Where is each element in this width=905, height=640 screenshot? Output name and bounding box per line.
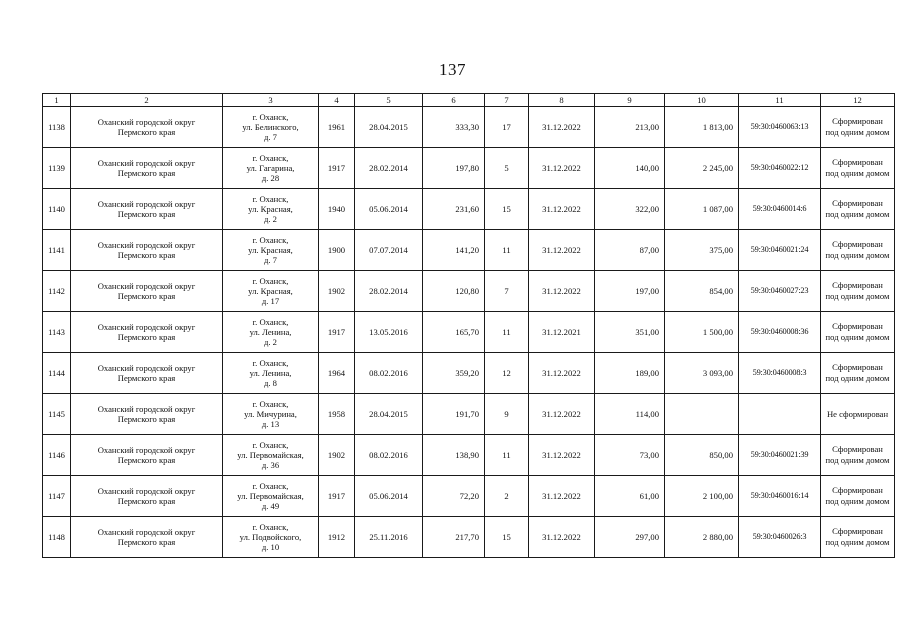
district-cell — [71, 189, 223, 230]
status-line: под одним домом — [825, 250, 890, 260]
date-cell: 05.06.2014 — [355, 189, 423, 230]
status-cell — [821, 476, 895, 517]
status-cell — [821, 271, 895, 312]
status-cell — [821, 107, 895, 148]
area2-cell: 114,00 — [595, 394, 665, 435]
cadastral-number-cell: 59:30:0460021:39 — [739, 435, 821, 476]
row-number: 1143 — [43, 312, 71, 353]
address-line: д. 13 — [261, 419, 280, 429]
status-line: Не сформирован — [826, 408, 889, 419]
column-header: 10 — [665, 94, 739, 107]
address-line: г. Оханск, — [252, 481, 289, 491]
address-line: д. 17 — [261, 296, 280, 306]
district-line: Пермского края — [117, 455, 176, 465]
district-line: Пермского края — [117, 414, 176, 424]
column-header: 1 — [43, 94, 71, 107]
date-cell: 28.02.2014 — [355, 148, 423, 189]
build-year-cell: 1902 — [319, 271, 355, 312]
address-line: ул. Красная, — [248, 286, 293, 296]
district-line: Пермского края — [117, 291, 176, 301]
area-cell: 191,70 — [423, 394, 485, 435]
district-cell — [71, 230, 223, 271]
date-cell: 28.04.2015 — [355, 394, 423, 435]
date-cell: 05.06.2014 — [355, 476, 423, 517]
row-number: 1146 — [43, 435, 71, 476]
address-line: ул. Красная, — [248, 245, 293, 255]
column-header: 11 — [739, 94, 821, 107]
date-cell: 25.11.2016 — [355, 517, 423, 558]
cadastral-number-cell: 59:30:0460014:6 — [739, 189, 821, 230]
row-number: 1139 — [43, 148, 71, 189]
area2-cell: 297,00 — [595, 517, 665, 558]
date-cell: 28.02.2014 — [355, 271, 423, 312]
area-cell: 138,90 — [423, 435, 485, 476]
district-line: Пермского края — [117, 127, 176, 137]
cadastral-number-cell: 59:30:0460027:23 — [739, 271, 821, 312]
status-cell — [821, 230, 895, 271]
area-cell: 141,20 — [423, 230, 485, 271]
status-line: под одним домом — [825, 537, 890, 547]
land-area-cell: 1 813,00 — [665, 107, 739, 148]
residents-cell: 11 — [485, 435, 529, 476]
address-line: ул. Ленина, — [249, 327, 292, 337]
column-header: 2 — [71, 94, 223, 107]
district-line: Оханский городской округ — [97, 486, 196, 496]
district-line: Пермского края — [117, 537, 176, 547]
district-cell — [71, 312, 223, 353]
district-cell — [71, 394, 223, 435]
table-row — [43, 517, 895, 558]
column-header: 9 — [595, 94, 665, 107]
district-cell — [71, 435, 223, 476]
status-line: под одним домом — [825, 496, 890, 506]
district-line: Пермского края — [117, 168, 176, 178]
land-area-cell: 2 880,00 — [665, 517, 739, 558]
district-line: Оханский городской округ — [97, 199, 196, 209]
build-year-cell: 1964 — [319, 353, 355, 394]
address-line: ул. Гагарина, — [246, 163, 295, 173]
address-line: д. 7 — [264, 255, 277, 265]
district-line: Оханский городской округ — [97, 240, 196, 250]
address-cell — [223, 394, 319, 435]
address-line: ул. Мичурина, — [244, 409, 297, 419]
row-number: 1148 — [43, 517, 71, 558]
district-line: Пермского края — [117, 373, 176, 383]
deadline-cell: 31.12.2022 — [529, 353, 595, 394]
date-cell: 08.02.2016 — [355, 435, 423, 476]
column-header: 8 — [529, 94, 595, 107]
address-line: ул. Белинского, — [242, 122, 299, 132]
build-year-cell: 1917 — [319, 476, 355, 517]
district-line: Оханский городской округ — [97, 363, 196, 373]
table-row — [43, 107, 895, 148]
area-cell: 197,80 — [423, 148, 485, 189]
status-cell — [821, 517, 895, 558]
cadastral-number-cell: 59:30:0460026:3 — [739, 517, 821, 558]
status-line: Сформирован — [832, 239, 883, 249]
area-cell: 231,60 — [423, 189, 485, 230]
address-line: ул. Подвойского, — [239, 532, 302, 542]
build-year-cell: 1958 — [319, 394, 355, 435]
residents-cell: 7 — [485, 271, 529, 312]
status-line: под одним домом — [825, 209, 890, 219]
address-line: г. Оханск, — [252, 317, 289, 327]
area2-cell: 140,00 — [595, 148, 665, 189]
row-number: 1144 — [43, 353, 71, 394]
status-cell — [821, 189, 895, 230]
land-area-cell: 1 087,00 — [665, 189, 739, 230]
cadastral-number-cell: 59:30:0460008:3 — [739, 353, 821, 394]
deadline-cell: 31.12.2022 — [529, 476, 595, 517]
column-header: 6 — [423, 94, 485, 107]
build-year-cell: 1900 — [319, 230, 355, 271]
housing-registry-table — [42, 93, 895, 558]
deadline-cell: 31.12.2022 — [529, 517, 595, 558]
address-line: д. 8 — [264, 378, 277, 388]
residents-cell: 15 — [485, 189, 529, 230]
status-cell — [821, 394, 895, 435]
table-row — [43, 476, 895, 517]
district-line: Пермского края — [117, 332, 176, 342]
address-line: г. Оханск, — [252, 399, 289, 409]
district-cell — [71, 271, 223, 312]
status-line: Сформирован — [832, 321, 883, 331]
cadastral-number-cell: 59:30:0460063:13 — [739, 107, 821, 148]
district-cell — [71, 353, 223, 394]
cadastral-number-cell: 59:30:0460008:36 — [739, 312, 821, 353]
table-row — [43, 271, 895, 312]
status-line: Сформирован — [832, 362, 883, 372]
address-cell — [223, 230, 319, 271]
row-number: 1147 — [43, 476, 71, 517]
residents-cell: 17 — [485, 107, 529, 148]
table-row — [43, 148, 895, 189]
address-line: д. 7 — [264, 132, 277, 142]
address-cell — [223, 435, 319, 476]
residents-cell: 2 — [485, 476, 529, 517]
land-area-cell: 375,00 — [665, 230, 739, 271]
build-year-cell: 1940 — [319, 189, 355, 230]
residents-cell: 11 — [485, 312, 529, 353]
district-line: Оханский городской округ — [97, 117, 196, 127]
row-number: 1138 — [43, 107, 71, 148]
deadline-cell: 31.12.2022 — [529, 435, 595, 476]
status-line: под одним домом — [825, 127, 890, 137]
area2-cell: 61,00 — [595, 476, 665, 517]
address-line: г. Оханск, — [252, 440, 289, 450]
date-cell: 07.07.2014 — [355, 230, 423, 271]
land-area-cell — [665, 394, 739, 435]
address-line: д. 36 — [261, 460, 280, 470]
status-line: под одним домом — [825, 373, 890, 383]
area-cell: 359,20 — [423, 353, 485, 394]
address-line: г. Оханск, — [252, 235, 289, 245]
area2-cell: 189,00 — [595, 353, 665, 394]
deadline-cell: 31.12.2022 — [529, 189, 595, 230]
row-number: 1145 — [43, 394, 71, 435]
address-cell — [223, 476, 319, 517]
status-cell — [821, 353, 895, 394]
address-line: г. Оханск, — [252, 112, 289, 122]
deadline-cell: 31.12.2021 — [529, 312, 595, 353]
residents-cell: 11 — [485, 230, 529, 271]
address-line: д. 2 — [264, 337, 277, 347]
area-cell: 217,70 — [423, 517, 485, 558]
address-cell — [223, 517, 319, 558]
table-row — [43, 394, 895, 435]
column-header: 4 — [319, 94, 355, 107]
area2-cell: 197,00 — [595, 271, 665, 312]
table-row — [43, 230, 895, 271]
deadline-cell: 31.12.2022 — [529, 148, 595, 189]
status-line: Сформирован — [832, 116, 883, 126]
column-header: 12 — [821, 94, 895, 107]
area2-cell: 351,00 — [595, 312, 665, 353]
address-line: г. Оханск, — [252, 153, 289, 163]
district-cell — [71, 148, 223, 189]
district-line: Оханский городской округ — [97, 404, 196, 414]
status-cell — [821, 148, 895, 189]
address-line: д. 49 — [261, 501, 280, 511]
address-line: г. Оханск, — [252, 276, 289, 286]
district-line: Оханский городской округ — [97, 158, 196, 168]
cadastral-number-cell — [739, 394, 821, 435]
deadline-cell: 31.12.2022 — [529, 271, 595, 312]
district-cell — [71, 107, 223, 148]
area-cell: 120,80 — [423, 271, 485, 312]
district-line: Оханский городской округ — [97, 445, 196, 455]
address-line: ул. Ленина, — [249, 368, 292, 378]
district-cell — [71, 476, 223, 517]
district-line: Оханский городской округ — [97, 322, 196, 332]
address-cell — [223, 271, 319, 312]
address-line: ул. Первомайская, — [237, 491, 304, 501]
row-number: 1141 — [43, 230, 71, 271]
build-year-cell: 1917 — [319, 312, 355, 353]
area2-cell: 73,00 — [595, 435, 665, 476]
cadastral-number-cell: 59:30:0460022:12 — [739, 148, 821, 189]
status-cell — [821, 312, 895, 353]
address-cell — [223, 107, 319, 148]
status-line: Сформирован — [832, 485, 883, 495]
address-line: д. 2 — [264, 214, 277, 224]
land-area-cell: 850,00 — [665, 435, 739, 476]
status-line: под одним домом — [825, 455, 890, 465]
address-cell — [223, 189, 319, 230]
district-line: Пермского края — [117, 209, 176, 219]
status-cell — [821, 435, 895, 476]
residents-cell: 9 — [485, 394, 529, 435]
build-year-cell: 1961 — [319, 107, 355, 148]
column-header: 7 — [485, 94, 529, 107]
date-cell: 13.05.2016 — [355, 312, 423, 353]
land-area-cell: 2 100,00 — [665, 476, 739, 517]
land-area-cell: 854,00 — [665, 271, 739, 312]
area-cell: 333,30 — [423, 107, 485, 148]
district-line: Оханский городской округ — [97, 527, 196, 537]
address-line: ул. Первомайская, — [237, 450, 304, 460]
status-line: под одним домом — [825, 332, 890, 342]
cadastral-number-cell: 59:30:0460016:14 — [739, 476, 821, 517]
build-year-cell: 1902 — [319, 435, 355, 476]
area2-cell: 213,00 — [595, 107, 665, 148]
area2-cell: 322,00 — [595, 189, 665, 230]
cadastral-number-cell: 59:30:0460021:24 — [739, 230, 821, 271]
land-area-cell: 3 093,00 — [665, 353, 739, 394]
status-line: Сформирован — [832, 198, 883, 208]
build-year-cell: 1917 — [319, 148, 355, 189]
area-cell: 165,70 — [423, 312, 485, 353]
table-header-row — [43, 94, 895, 107]
district-line: Оханский городской округ — [97, 281, 196, 291]
district-line: Пермского края — [117, 250, 176, 260]
residents-cell: 12 — [485, 353, 529, 394]
land-area-cell: 2 245,00 — [665, 148, 739, 189]
area2-cell: 87,00 — [595, 230, 665, 271]
deadline-cell: 31.12.2022 — [529, 230, 595, 271]
area-cell: 72,20 — [423, 476, 485, 517]
table-row — [43, 189, 895, 230]
date-cell: 08.02.2016 — [355, 353, 423, 394]
status-line: под одним домом — [825, 291, 890, 301]
land-area-cell: 1 500,00 — [665, 312, 739, 353]
address-line: д. 10 — [261, 542, 280, 552]
district-cell — [71, 517, 223, 558]
status-line: Сформирован — [832, 526, 883, 536]
row-number: 1142 — [43, 271, 71, 312]
address-line: д. 28 — [261, 173, 280, 183]
address-line: ул. Красная, — [248, 204, 293, 214]
status-line: Сформирован — [832, 444, 883, 454]
address-line: г. Оханск, — [252, 358, 289, 368]
address-line: г. Оханск, — [252, 194, 289, 204]
district-line: Пермского края — [117, 496, 176, 506]
address-cell — [223, 148, 319, 189]
column-header: 5 — [355, 94, 423, 107]
table-row — [43, 312, 895, 353]
address-line: г. Оханск, — [252, 522, 289, 532]
column-header: 3 — [223, 94, 319, 107]
page-number: 137 — [439, 60, 466, 79]
status-line: Сформирован — [832, 157, 883, 167]
status-line: Сформирован — [832, 280, 883, 290]
table-row — [43, 353, 895, 394]
deadline-cell: 31.12.2022 — [529, 107, 595, 148]
address-cell — [223, 312, 319, 353]
deadline-cell: 31.12.2022 — [529, 394, 595, 435]
residents-cell: 5 — [485, 148, 529, 189]
residents-cell: 15 — [485, 517, 529, 558]
build-year-cell: 1912 — [319, 517, 355, 558]
row-number: 1140 — [43, 189, 71, 230]
date-cell: 28.04.2015 — [355, 107, 423, 148]
address-cell — [223, 353, 319, 394]
table-row — [43, 435, 895, 476]
status-line: под одним домом — [825, 168, 890, 178]
